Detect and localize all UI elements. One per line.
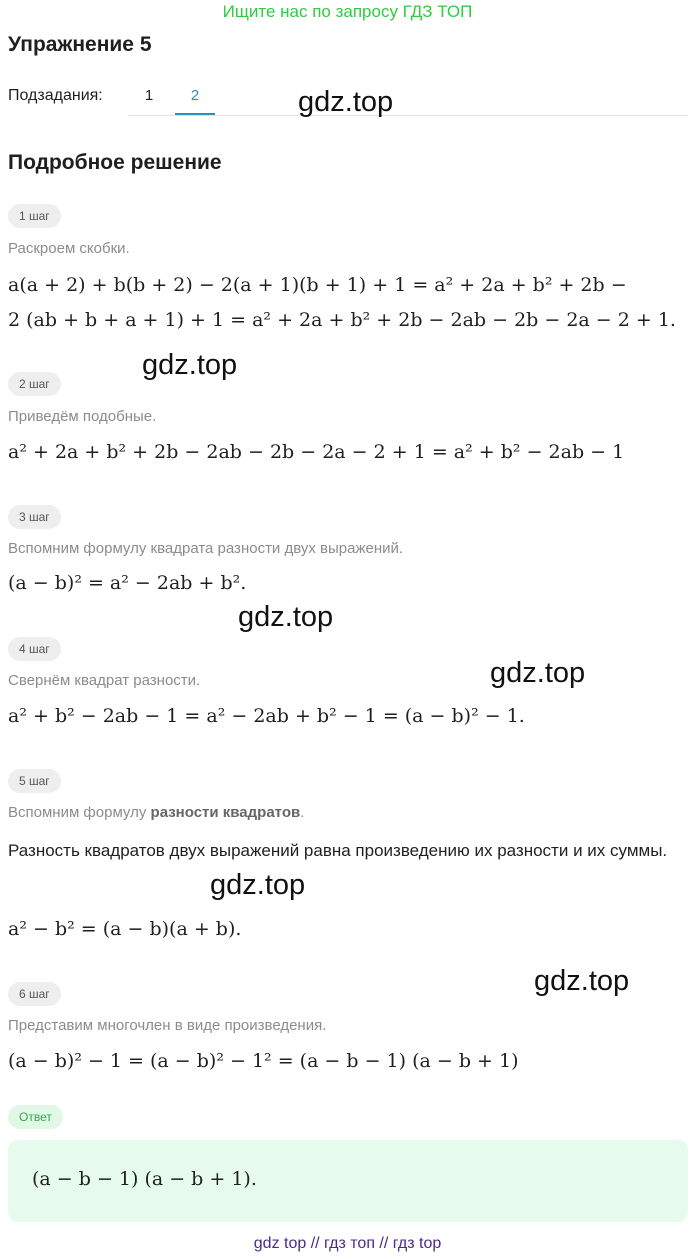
- step-hint: Свернём квадрат разности.: [8, 672, 201, 689]
- subtask-tab-1[interactable]: 1: [144, 87, 154, 104]
- step-hint-bold: разности квадратов: [150, 804, 301, 821]
- watermark: gdz.top: [142, 349, 238, 381]
- step-badge: 3 шаг: [8, 505, 61, 529]
- step-badge: 4 шаг: [8, 637, 61, 661]
- answer-badge: Ответ: [8, 1105, 63, 1129]
- step-math-line: (a − b)² − 1 = (a − b)² − 1² = (a − b − 1) (a − b + 1): [8, 1050, 519, 1072]
- step-math-line: a² + b² − 2ab − 1 = a² − 2ab + b² − 1 = (a − b)² − 1.: [8, 705, 525, 727]
- step-hint: [8, 804, 304, 821]
- exercise-title: Упражнение 5: [8, 33, 152, 56]
- subtask-tab-2[interactable]: 2: [190, 87, 200, 104]
- step-badge: 1 шаг: [8, 204, 61, 228]
- step-badge: 5 шаг: [8, 769, 61, 793]
- step-math-line: a(a + 2) + b(b + 2) − 2(a + 1)(b + 1) + 1 = a² + 2a + b² + 2b −: [8, 274, 627, 296]
- step-math-line: 2 (ab + b + a + 1) + 1 = a² + 2a + b² + 2b − 2ab − 2b − 2a − 2 + 1.: [8, 309, 676, 331]
- step-math-line: (a − b)² = a² − 2ab + b².: [8, 572, 247, 594]
- watermark: gdz.top: [490, 657, 586, 689]
- solution-title: Подробное решение: [8, 151, 222, 174]
- watermark: gdz.top: [534, 965, 630, 997]
- step-hint-post: .: [300, 804, 305, 821]
- footer-links[interactable]: gdz top // гдз топ // гдз top: [253, 1235, 442, 1252]
- step-hint: Вспомним формулу квадрата разности двух выражений.: [8, 540, 404, 557]
- subtasks-divider: [128, 115, 688, 116]
- subtasks-label: Подзадания:: [8, 87, 103, 104]
- step-badge: 6 шаг: [8, 982, 61, 1006]
- step-text: Разность квадратов двух выражений равна произведению их разности и их суммы.: [8, 841, 668, 860]
- step-hint: Приведём подобные.: [8, 408, 157, 425]
- step-math-line: a² − b² = (a − b)(a + b).: [8, 918, 242, 940]
- step-hint: Раскроем скобки.: [8, 240, 130, 257]
- answer-box: [8, 1140, 688, 1222]
- active-tab-indicator: [175, 113, 215, 115]
- watermark: gdz.top: [210, 869, 306, 901]
- step-hint: Представим многочлен в виде произведения.: [8, 1017, 327, 1034]
- step-hint-pre: Вспомним формулу: [8, 804, 151, 821]
- step-badge: 2 шаг: [8, 372, 61, 396]
- step-math-line: a² + 2a + b² + 2b − 2ab − 2b − 2a − 2 + 1 = a² + b² − 2ab − 1: [8, 441, 625, 463]
- watermark: gdz.top: [238, 601, 334, 633]
- search-banner: Ищите нас по запросу ГДЗ ТОП: [222, 2, 473, 21]
- watermark: gdz.top: [298, 86, 394, 118]
- answer-value: (a − b − 1) (a − b + 1).: [32, 1168, 257, 1190]
